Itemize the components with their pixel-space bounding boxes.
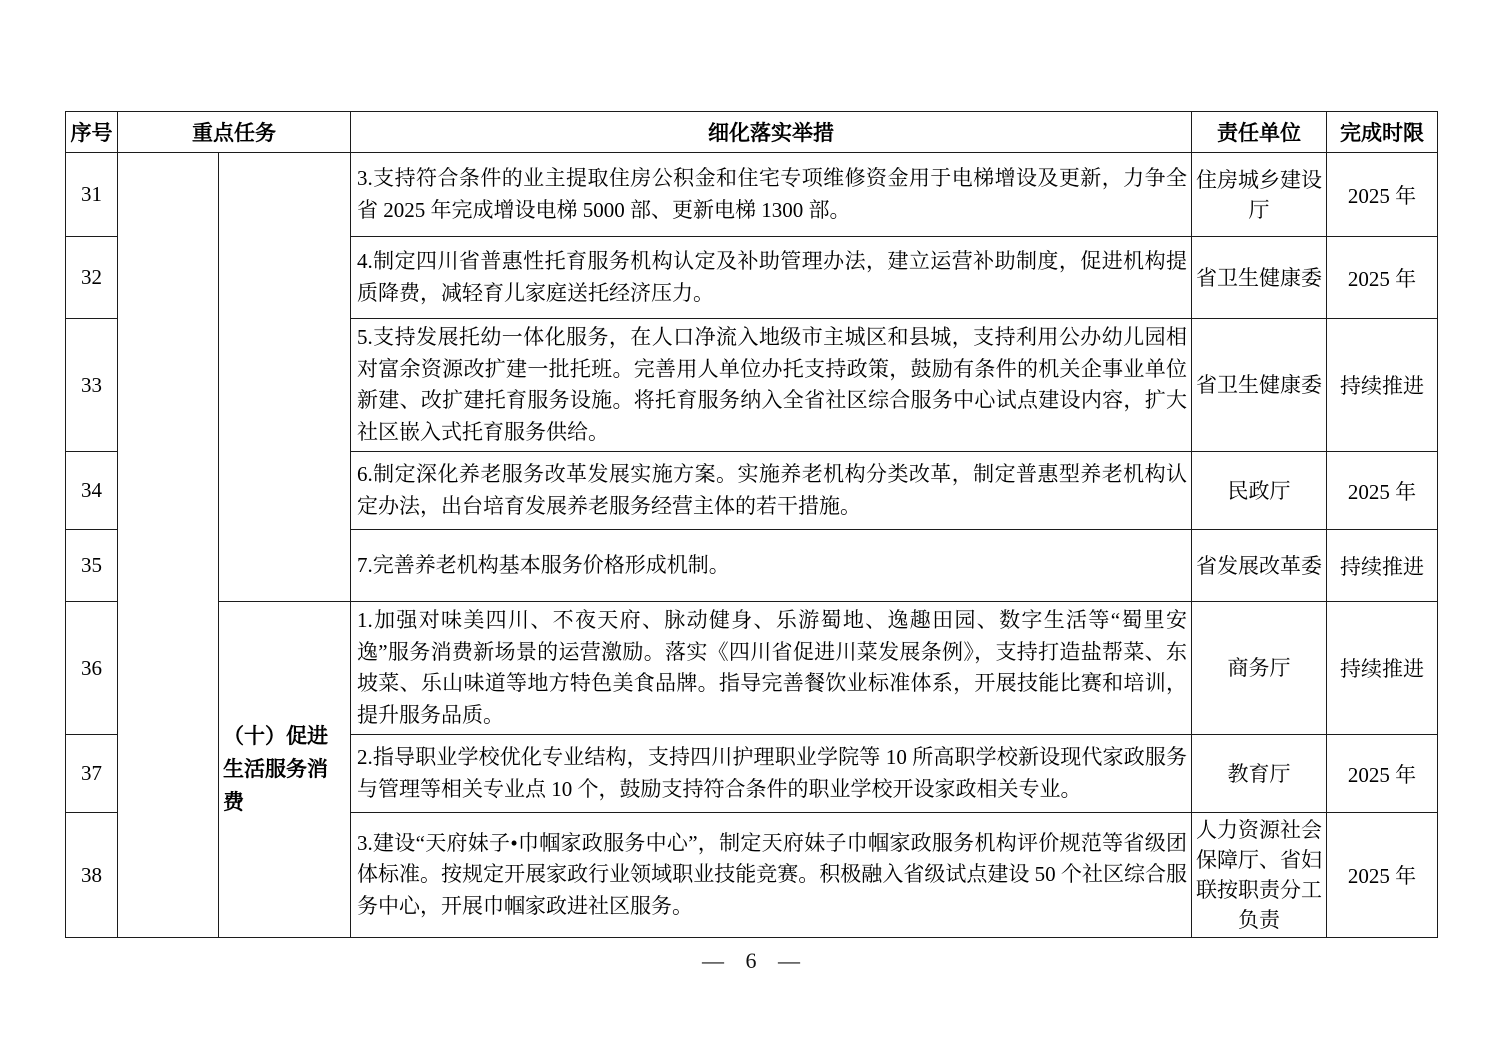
- measure-cell: 6.制定深化养老服务改革发展实施方案。实施养老机构分类改革，制定普惠型养老机构认定办法，出台培育发展养老服务经营主体的若干措施。: [351, 452, 1192, 530]
- header-col-deadline: 完成时限: [1327, 112, 1438, 153]
- unit-cell: 商务厅: [1192, 602, 1327, 735]
- deadline-cell: 2025 年: [1327, 153, 1438, 237]
- task-group-upper-cell: [219, 153, 351, 602]
- measure-cell: 3.建设“天府妹子•巾帼家政服务中心”，制定天府妹子巾帼家政服务机构评价规范等省级团体标准。按规定开展家政行业领域职业技能竞赛。积极融入省级试点建设 50 个社区综合服务中心，开展巾帼家政进社区服务。: [351, 813, 1192, 938]
- deadline-cell: 2025 年: [1327, 452, 1438, 530]
- deadline-cell: 持续推进: [1327, 319, 1438, 452]
- task-table: [65, 111, 1438, 938]
- task-group-outer-cell: [118, 153, 219, 938]
- table-row: [66, 602, 1438, 735]
- unit-cell: 省发展改革委: [1192, 530, 1327, 602]
- header-col-unit: 责任单位: [1192, 112, 1327, 153]
- table-row: [66, 153, 1438, 237]
- deadline-cell: 持续推进: [1327, 602, 1438, 735]
- unit-cell: 省卫生健康委: [1192, 237, 1327, 319]
- deadline-cell: 2025 年: [1327, 735, 1438, 813]
- measure-cell: 5.支持发展托幼一体化服务，在人口净流入地级市主城区和县城，支持利用公办幼儿园相对富余资源改扩建一批托班。完善用人单位办托支持政策，鼓励有条件的机关企事业单位新建、改扩建托育服务设施。将托育服务纳入全省社区综合服务中心试点建设内容，扩大社区嵌入式托育服务供给。: [351, 319, 1192, 452]
- serial-cell: 31: [66, 153, 118, 237]
- serial-cell: 35: [66, 530, 118, 602]
- unit-cell: 民政厅: [1192, 452, 1327, 530]
- measure-cell: 3.支持符合条件的业主提取住房公积金和住宅专项维修资金用于电梯增设及更新，力争全省 2025 年完成增设电梯 5000 部、更新电梯 1300 部。: [351, 153, 1192, 237]
- page-number: — 6 —: [702, 948, 800, 973]
- header-col-measures: 细化落实举措: [351, 112, 1192, 153]
- serial-cell: 33: [66, 319, 118, 452]
- unit-cell: 教育厅: [1192, 735, 1327, 813]
- unit-cell: 住房城乡建设厅: [1192, 153, 1327, 237]
- serial-cell: 36: [66, 602, 118, 735]
- measure-cell: 4.制定四川省普惠性托育服务机构认定及补助管理办法，建立运营补助制度，促进机构提质降费，减轻育儿家庭送托经济压力。: [351, 237, 1192, 319]
- header-col-task: 重点任务: [118, 112, 351, 153]
- serial-cell: 34: [66, 452, 118, 530]
- measure-cell: 2.指导职业学校优化专业结构，支持四川护理职业学院等 10 所高职学校新设现代家政服务与管理等相关专业点 10 个，鼓励支持符合条件的职业学校开设家政相关专业。: [351, 735, 1192, 813]
- unit-cell: 人力资源社会保障厅、省妇联按职责分工负责: [1192, 813, 1327, 938]
- table-header-row: [66, 112, 1438, 153]
- deadline-cell: 2025 年: [1327, 813, 1438, 938]
- task-category-cell: （十）促进生活服务消费: [219, 602, 351, 938]
- unit-cell: 省卫生健康委: [1192, 319, 1327, 452]
- serial-cell: 32: [66, 237, 118, 319]
- header-col-serial: 序号: [66, 112, 118, 153]
- measure-cell: 1.加强对味美四川、不夜天府、脉动健身、乐游蜀地、逸趣田园、数字生活等“蜀里安逸”服务消费新场景的运营激励。落实《四川省促进川菜发展条例》，支持打造盐帮菜、东坡菜、乐山味道等地方特色美食品牌。指导完善餐饮业标准体系，开展技能比赛和培训，提升服务品质。: [351, 602, 1192, 735]
- deadline-cell: 2025 年: [1327, 237, 1438, 319]
- serial-cell: 37: [66, 735, 118, 813]
- serial-cell: 38: [66, 813, 118, 938]
- deadline-cell: 持续推进: [1327, 530, 1438, 602]
- measure-cell: 7.完善养老机构基本服务价格形成机制。: [351, 530, 1192, 602]
